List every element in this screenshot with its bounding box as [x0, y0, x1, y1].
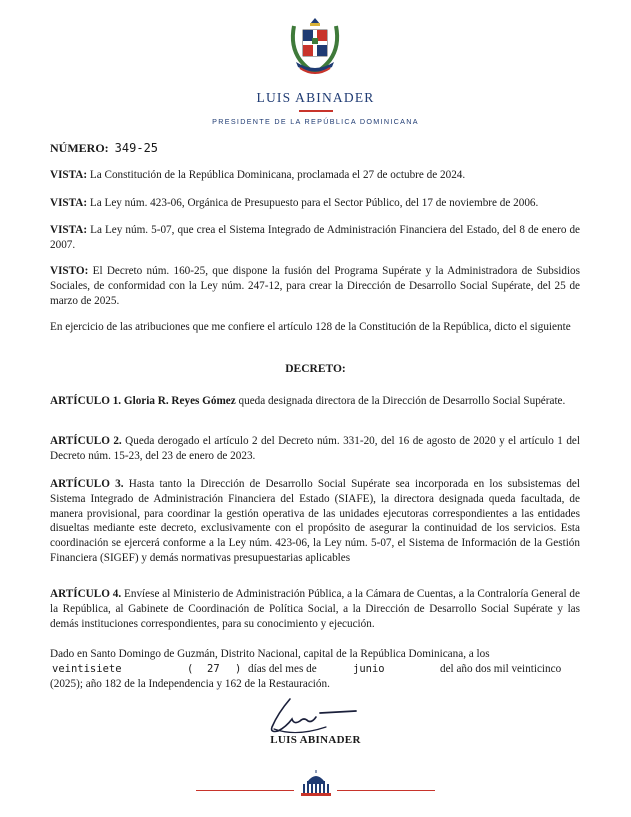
- articulo-text: Envíese al Ministerio de Administración Pública, a la Cámara de Cuentas, a la Contraloría General de la República, al Gabinete de Coordinación de Política Social, a la Dirección de Desarrollo Social Supérate y las demás instituciones correspondientes, para su conocimiento y ejecución.: [50, 588, 580, 630]
- articulo-2: [50, 434, 580, 464]
- visto-text: El Decreto núm. 160-25, que dispone la fusión del Programa Supérate y la Administradora de Subsidios Sociales, de conformidad con la Ley núm. 247-12, para crear la Dirección de Desarrollo Social Supérate, del 25 de marzo de 2025.: [50, 265, 580, 307]
- articulo-label: ARTÍCULO 3.: [50, 478, 124, 490]
- dado-line-1: Dado en Santo Domingo de Guzmán, Distrito Nacional, capital de la República Dominicana, a los: [50, 648, 490, 660]
- decreto-heading: DECRETO:: [285, 363, 346, 375]
- palacio-nacional-icon: [300, 769, 332, 797]
- designee-name: Gloria R. Reyes Gómez: [123, 395, 236, 407]
- president-name: LUIS ABINADER: [256, 90, 375, 105]
- vista-label: VISTA:: [50, 224, 88, 236]
- footer-rule-right: [337, 790, 435, 791]
- vista-text: La Ley núm. 5-07, que crea el Sistema Integrado de Administración Financiera del Estado, del 8 de enero de 2007.: [50, 224, 581, 251]
- handwritten-signature: [256, 693, 366, 738]
- vista-text: La Constitución de la República Dominicana, proclamada el 27 de octubre de 2024.: [89, 169, 466, 181]
- decree-number: [50, 141, 158, 156]
- vista-text: La Ley núm. 423-06, Orgánica de Presupuesto para el Sector Público, del 17 de noviembre de 2006.: [89, 197, 539, 209]
- articulo-label: ARTÍCULO 4.: [50, 588, 122, 600]
- visto-label: VISTO:: [50, 265, 89, 277]
- decree-number-value: 349-25: [114, 141, 159, 155]
- title-divider: [299, 110, 333, 112]
- articulo-text: Queda derogado el artículo 2 del Decreto núm. 331-20, del 16 de agosto de 2020 y el artículo 1 del Decreto núm. 15-23, del 23 de enero de 2023.: [50, 435, 580, 462]
- coat-of-arms-icon: [286, 16, 344, 78]
- vista-3: [50, 223, 580, 253]
- day-close-paren: ): [235, 663, 242, 675]
- articulo-text: queda designada directora de la Dirección de Desarrollo Social Supérate.: [238, 395, 566, 407]
- decree-number-label: NÚMERO:: [50, 141, 109, 155]
- articulo-text: Hasta tanto la Dirección de Desarrollo Social Supérate sea incorporada en los subsistemas del Sistema Integrado de Administración Financiera del Estado (SIAFE), la directora designada queda facultada, de manera provisional, para coordinar la gestión operativa de las unidades ejecutoras correspondientes a las entidades disueltas mediante este decreto, exclusivamente con el propósito de asegurar la continuidad de los servicios. Esta coordinación se ejercerá conforme a la Ley núm. 423-06, la Ley núm. 5-07, el Sistema de Información de la Gestión Financiera (SIGEF) y demás normativas presupuestarias aplicables: [50, 478, 581, 564]
- vista-1: [50, 168, 580, 183]
- day-number: 27: [207, 663, 220, 675]
- articulo-4: [50, 587, 580, 631]
- president-title: PRESIDENTE DE LA REPÚBLICA DOMINICANA: [212, 117, 419, 126]
- day-in-words: veintisiete: [52, 663, 122, 675]
- day-open-paren: (: [187, 663, 194, 675]
- ejercicio-paragraph: En ejercicio de las atribuciones que me confiere el artículo 128 de la Constitución de la República, dicto el siguiente: [50, 321, 571, 333]
- footer-rule-left: [196, 790, 294, 791]
- articulo-3: [50, 477, 580, 566]
- mes-text: días del mes de: [248, 663, 317, 675]
- dado-line-3: (2025); año 182 de la Independencia y 162 de la Restauración.: [50, 678, 330, 690]
- signer-name: LUIS ABINADER: [270, 734, 361, 746]
- month: junio: [353, 663, 385, 675]
- vista-label: VISTA:: [50, 197, 88, 209]
- visto-1: [50, 264, 580, 308]
- articulo-label: ARTÍCULO 2.: [50, 435, 122, 447]
- articulo-label: ARTÍCULO 1.: [50, 395, 122, 407]
- vista-2: [50, 196, 580, 211]
- year-text: del año dos mil veinticinco: [440, 663, 562, 675]
- articulo-1: [50, 394, 580, 409]
- vista-label: VISTA:: [50, 169, 88, 181]
